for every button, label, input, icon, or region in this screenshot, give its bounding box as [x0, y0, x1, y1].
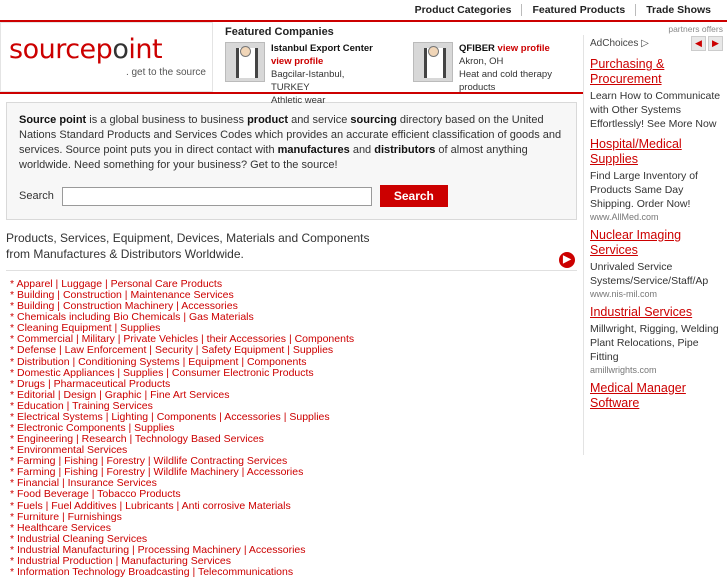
- section-heading-line2: from Manufactures & Distributors Worldwide.: [6, 247, 244, 261]
- person-head-icon: [428, 46, 439, 57]
- nav-trade-shows[interactable]: Trade Shows: [646, 4, 711, 16]
- bullet-star-icon: *: [10, 444, 15, 457]
- bullet-star-icon: *: [10, 543, 15, 556]
- company-category: Athletic wear: [271, 95, 326, 106]
- bullet-star-icon: *: [10, 355, 15, 368]
- intro-bold-distributors: distributors: [374, 144, 436, 156]
- header-band: [0, 22, 583, 106]
- bullet-star-icon: *: [10, 422, 15, 435]
- arrow-right-icon[interactable]: ▶: [559, 252, 575, 268]
- logo-wordmark: [9, 36, 212, 63]
- bullet-star-icon: *: [10, 455, 15, 468]
- ad-description: Find Large Inventory of Products Same Day Shipping. Order Now!: [590, 170, 698, 210]
- category-link[interactable]: Environmental Services: [17, 444, 128, 457]
- view-profile-link[interactable]: view profile: [497, 43, 550, 54]
- category-link[interactable]: Industrial Production | Manufacturing Services: [17, 554, 232, 567]
- company-info: [459, 42, 573, 107]
- bullet-star-icon: *: [10, 521, 15, 534]
- company-name: Istanbul Export Center: [271, 43, 373, 54]
- bullet-star-icon: *: [10, 488, 15, 501]
- main-content: [0, 22, 583, 578]
- featured-company-item[interactable]: [413, 42, 573, 107]
- bullet-star-icon: *: [10, 289, 15, 302]
- sidebar-ads: [583, 22, 727, 455]
- intro-paragraph: [19, 113, 564, 173]
- ad-column: [583, 35, 727, 455]
- category-link[interactable]: Farming | Fishing | Forestry | Wildlife Machinery | Accessories: [17, 466, 304, 479]
- ad-title-link[interactable]: Nuclear Imaging Services: [590, 228, 682, 257]
- bullet-star-icon: *: [10, 410, 15, 423]
- category-link[interactable]: Industrial Manufacturing | Processing Machinery | Accessories: [17, 543, 306, 556]
- ad-item[interactable]: [590, 305, 723, 375]
- adchoices-row: [590, 35, 723, 51]
- search-button[interactable]: Search: [380, 185, 448, 207]
- category-link[interactable]: Drugs | Pharmaceutical Products: [17, 377, 171, 390]
- ad-description: Learn How to Communicate with Other Systems Effortlessly! See More Now: [590, 90, 721, 130]
- ad-description: Unrivaled Service Systems/Service/Staff/Ap: [590, 261, 709, 287]
- company-photo: [225, 42, 265, 82]
- company-name-row: [271, 42, 385, 68]
- intro-seg2: and service: [288, 114, 351, 126]
- category-link[interactable]: Chemicals including Bio Chemicals | Gas Materials: [17, 311, 254, 324]
- category-link[interactable]: Industrial Cleaning Services: [17, 532, 148, 545]
- logo-text-part1: sourcep: [9, 34, 113, 65]
- bullet-star-icon: *: [10, 344, 15, 357]
- logo-tagline: . get to the source: [125, 67, 206, 78]
- ad-title-link[interactable]: Purchasing & Procurement: [590, 57, 665, 86]
- category-link[interactable]: Information Technology Broadcasting | Telecommunications: [17, 566, 294, 578]
- logo-text-part2: o: [112, 34, 129, 65]
- category-list: [10, 279, 577, 578]
- category-link[interactable]: Furniture | Furnishings: [17, 510, 122, 523]
- company-name: QFIBER: [459, 43, 495, 54]
- ad-url: amillwrights.com: [590, 365, 657, 375]
- intro-seg1: is a global business to business: [86, 114, 248, 126]
- ad-item[interactable]: [590, 381, 723, 411]
- intro-brand: Source point: [19, 114, 87, 126]
- bullet-star-icon: *: [10, 466, 15, 479]
- ad-item[interactable]: [590, 228, 723, 299]
- category-link[interactable]: Farming | Fishing | Forestry | Wildlife Contracting Services: [17, 455, 288, 468]
- category-link[interactable]: Financial | Insurance Services: [17, 477, 157, 490]
- company-location: Bagcilar-Istanbul, TURKEY: [271, 69, 345, 93]
- bullet-star-icon: *: [10, 399, 15, 412]
- bullet-star-icon: *: [10, 311, 15, 324]
- chevron-right-icon[interactable]: ▶: [708, 36, 723, 51]
- intro-seg3: directory based on the United Nations Standard Products and Services Codes which provides an accurate efficient classification of goods and services. Source point puts you in direct contact with: [19, 114, 562, 156]
- ad-title-link[interactable]: Medical Manager Software: [590, 381, 686, 410]
- bullet-star-icon: *: [10, 433, 15, 446]
- ad-url: www.nis-mil.com: [590, 289, 658, 299]
- category-link[interactable]: Electrical Systems | Lighting | Components | Accessories | Supplies: [17, 410, 330, 423]
- category-link[interactable]: Cleaning Equipment | Supplies: [17, 322, 161, 335]
- ad-title-link[interactable]: Hospital/Medical Supplies: [590, 137, 682, 166]
- chevron-left-icon[interactable]: ◀: [691, 36, 706, 51]
- nav-product-categories[interactable]: Product Categories: [414, 4, 512, 16]
- intro-bold-product: product: [247, 114, 289, 126]
- site-logo[interactable]: [0, 22, 213, 92]
- featured-companies-title: Featured Companies: [225, 26, 334, 38]
- bullet-star-icon: *: [10, 300, 15, 313]
- company-name-row: [459, 42, 573, 55]
- bullet-star-icon: *: [10, 477, 15, 490]
- intro-seg4: and: [349, 144, 375, 156]
- category-link[interactable]: Engineering | Research | Technology Based Services: [17, 433, 264, 446]
- category-link[interactable]: Food Beverage | Tobacco Products: [17, 488, 181, 501]
- ad-description: Millwright, Rigging, Welding Plant Relocations, Pipe Fitting: [590, 323, 719, 363]
- category-link[interactable]: Apparel | Luggage | Personal Care Products: [16, 278, 223, 290]
- intro-bold-sourcing: sourcing: [350, 114, 397, 126]
- nav-featured-products[interactable]: Featured Products: [532, 4, 626, 16]
- search-row: [19, 185, 564, 207]
- intro-panel: [6, 102, 577, 220]
- bullet-star-icon: *: [10, 554, 15, 567]
- category-link[interactable]: Building | Construction | Maintenance Services: [17, 289, 234, 302]
- bullet-star-icon: *: [10, 566, 15, 578]
- category-link[interactable]: Electronic Components | Supplies: [17, 422, 175, 435]
- body-wrapper: [0, 22, 727, 578]
- bullet-star-icon: *: [10, 333, 15, 346]
- featured-company-item[interactable]: [225, 42, 385, 107]
- bullet-star-icon: *: [10, 510, 15, 523]
- bullet-star-icon: *: [10, 499, 15, 512]
- company-info: [271, 42, 385, 107]
- category-link[interactable]: Healthcare Services: [17, 521, 111, 534]
- category-link[interactable]: Distribution | Conditioning Systems | Equipment | Components: [17, 355, 307, 368]
- category-link[interactable]: Education | Training Services: [17, 399, 153, 412]
- ad-url: www.AllMed.com: [590, 212, 659, 222]
- ad-item[interactable]: [590, 57, 723, 131]
- category-link[interactable]: Fuels | Fuel Additives | Lubricants | Anti corrosive Materials: [17, 499, 291, 512]
- category-link[interactable]: Editorial | Design | Graphic | Fine Art Services: [17, 388, 230, 401]
- category-item[interactable]: [10, 567, 577, 578]
- section-heading: [6, 230, 577, 271]
- bullet-star-icon: *: [10, 377, 15, 390]
- partners-offers-label: partners offers: [668, 24, 723, 34]
- adchoices-icon[interactable]: ▷: [641, 37, 649, 49]
- search-label: Search: [19, 190, 54, 202]
- bullet-star-icon: *: [10, 366, 15, 379]
- person-head-icon: [240, 46, 251, 57]
- intro-seg5: of almost anything worldwide. Need something for your business? Get to the source!: [19, 144, 528, 171]
- intro-bold-manufactures: manufactures: [277, 144, 350, 156]
- section-heading-line1: Products, Services, Equipment, Devices, Materials and Components: [6, 231, 370, 245]
- bullet-star-icon: *: [10, 532, 15, 545]
- bullet-star-icon: *: [10, 388, 15, 401]
- ad-title-link[interactable]: Industrial Services: [590, 305, 693, 319]
- category-link[interactable]: Domestic Appliances | Supplies | Consumer Electronic Products: [17, 366, 314, 379]
- bullet-star-icon: *: [10, 278, 15, 290]
- search-input[interactable]: [62, 187, 372, 206]
- adchoices-label[interactable]: [590, 38, 649, 49]
- category-link[interactable]: Defense | Law Enforcement | Security | Safety Equipment | Supplies: [17, 344, 334, 357]
- adchoices-text: AdChoices: [590, 37, 639, 49]
- logo-text-part3: int: [128, 34, 163, 65]
- ad-carousel-nav: [691, 36, 723, 51]
- category-link[interactable]: Building | Construction Machinery | Accessories: [17, 300, 238, 313]
- category-link[interactable]: Commercial | Military | Private Vehicles | their Accessories | Components: [17, 333, 355, 346]
- company-photo: [413, 42, 453, 82]
- view-profile-link[interactable]: view profile: [271, 56, 324, 67]
- featured-company-list: [225, 42, 583, 107]
- bullet-star-icon: *: [10, 322, 15, 335]
- featured-companies-section: [213, 22, 583, 106]
- top-navigation: [0, 0, 727, 22]
- ad-item[interactable]: [590, 137, 723, 222]
- company-category: Heat and cold therapy products: [459, 69, 552, 93]
- company-location: Akron, OH: [459, 56, 504, 67]
